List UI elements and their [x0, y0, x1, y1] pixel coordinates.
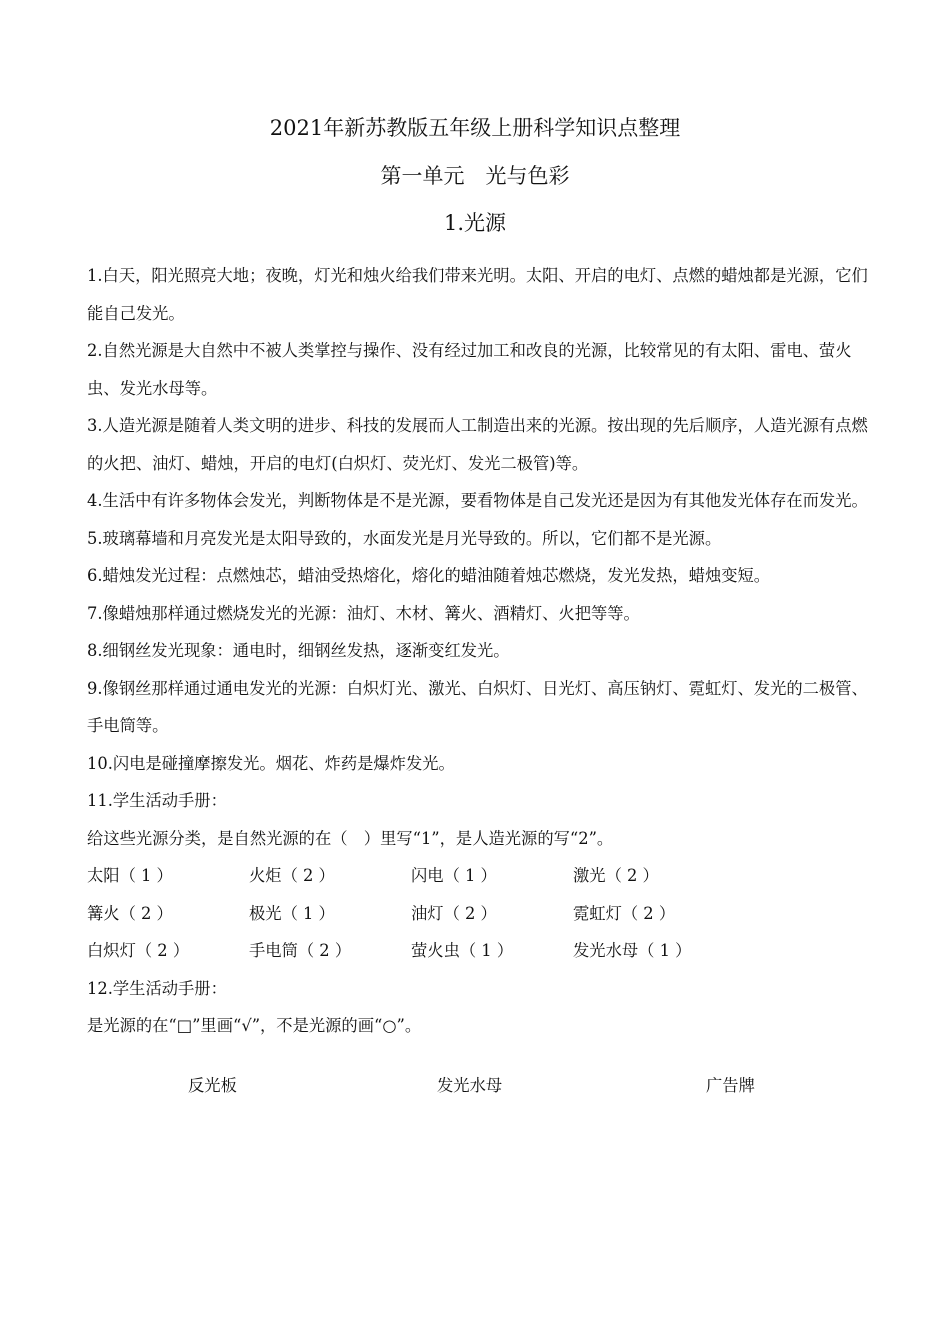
lesson-heading: 1.光源	[443, 211, 507, 235]
paragraph-3: 3.人造光源是随着人类文明的进步、科技的发展而人工制造出来的光源。按出现的先后顺序，人造光源有点燃的火把、油灯、蜡烛，开启的电灯(白炽灯、荧光灯、发光二极管)等。	[87, 416, 868, 473]
classify-item: 手电筒（ 2 ）	[249, 941, 352, 960]
item-jellyfish: 发光水母	[437, 1076, 503, 1095]
paragraph-1: 1.白天，阳光照亮大地；夜晚，灯光和烛火给我们带来光明。太阳、开启的电灯、点燃的蜡烛都是光源，它们能自己发光。	[87, 266, 868, 323]
classify-item: 火炬（ 2 ）	[249, 866, 335, 885]
classify-item: 霓虹灯（ 2 ）	[573, 903, 676, 923]
paragraph-4: 4.生活中有许多物体会发光，判断物体是不是光源，要看物体是自己发光还是因为有其他发光体存在而发光。	[87, 491, 868, 510]
classify-item: 闪电（ 1 ）	[411, 866, 497, 885]
paragraph-11: 11.学生活动手册：	[87, 791, 227, 810]
classify-item: 极光（ 1 ）	[249, 903, 335, 923]
paragraph-8: 8.细钢丝发光现象：通电时，细钢丝发热，逐渐变红发光。	[87, 641, 510, 660]
paragraph-12: 12.学生活动手册：	[87, 978, 227, 998]
paragraph-10: 10.闪电是碰撞摩擦发光。烟花、炸药是爆炸发光。	[87, 753, 455, 773]
classify-instructions: 给这些光源分类，是自然光源的在（ ）里写“1”，是人造光源的写“2”。	[87, 828, 614, 848]
check-instructions: 是光源的在“□”里画“√”，不是光源的画“○”。	[87, 1016, 422, 1035]
classify-item: 发光水母（ 1 ）	[573, 941, 692, 960]
paragraph-5: 5.玻璃幕墙和月亮发光是太阳导致的，水面发光是月光导致的。所以，它们都不是光源。	[87, 528, 722, 548]
document-title: 2021年新苏教版五年级上册科学知识点整理	[269, 116, 681, 140]
classify-item: 太阳（ 1 ）	[87, 866, 173, 885]
paragraph-6: 6.蜡烛发光过程：点燃烛芯，蜡油受热熔化，熔化的蜡油随着烛芯燃烧，发光发热，蜡烛变短。	[87, 566, 771, 585]
classify-item: 萤火虫（ 1 ）	[411, 941, 514, 960]
item-reflector: 反光板	[188, 1076, 237, 1095]
classify-item: 篝火（ 2 ）	[87, 903, 173, 923]
paragraph-2: 2.自然光源是大自然中不被人类掌控与操作、没有经过加工和改良的光源，比较常见的有太阳、雷电、萤火虫、发光水母等。	[87, 341, 852, 398]
classify-item: 白炽灯（ 2 ）	[87, 941, 190, 960]
paragraph-9: 9.像钢丝那样通过通电发光的光源：白炽灯光、激光、白炽灯、日光灯、高压钠灯、霓虹灯、发光的二极管、手电筒等。	[87, 678, 868, 735]
paragraph-7: 7.像蜡烛那样通过燃烧发光的光源：油灯、木材、篝火、酒精灯、火把等等。	[87, 603, 640, 623]
classify-item: 油灯（ 2 ）	[411, 903, 497, 923]
unit-heading: 第一单元 光与色彩	[380, 164, 570, 188]
classify-item: 激光（ 2 ）	[573, 866, 659, 885]
item-billboard: 广告牌	[706, 1076, 755, 1095]
document-body	[87, 257, 877, 1045]
classify-grid	[87, 857, 877, 970]
